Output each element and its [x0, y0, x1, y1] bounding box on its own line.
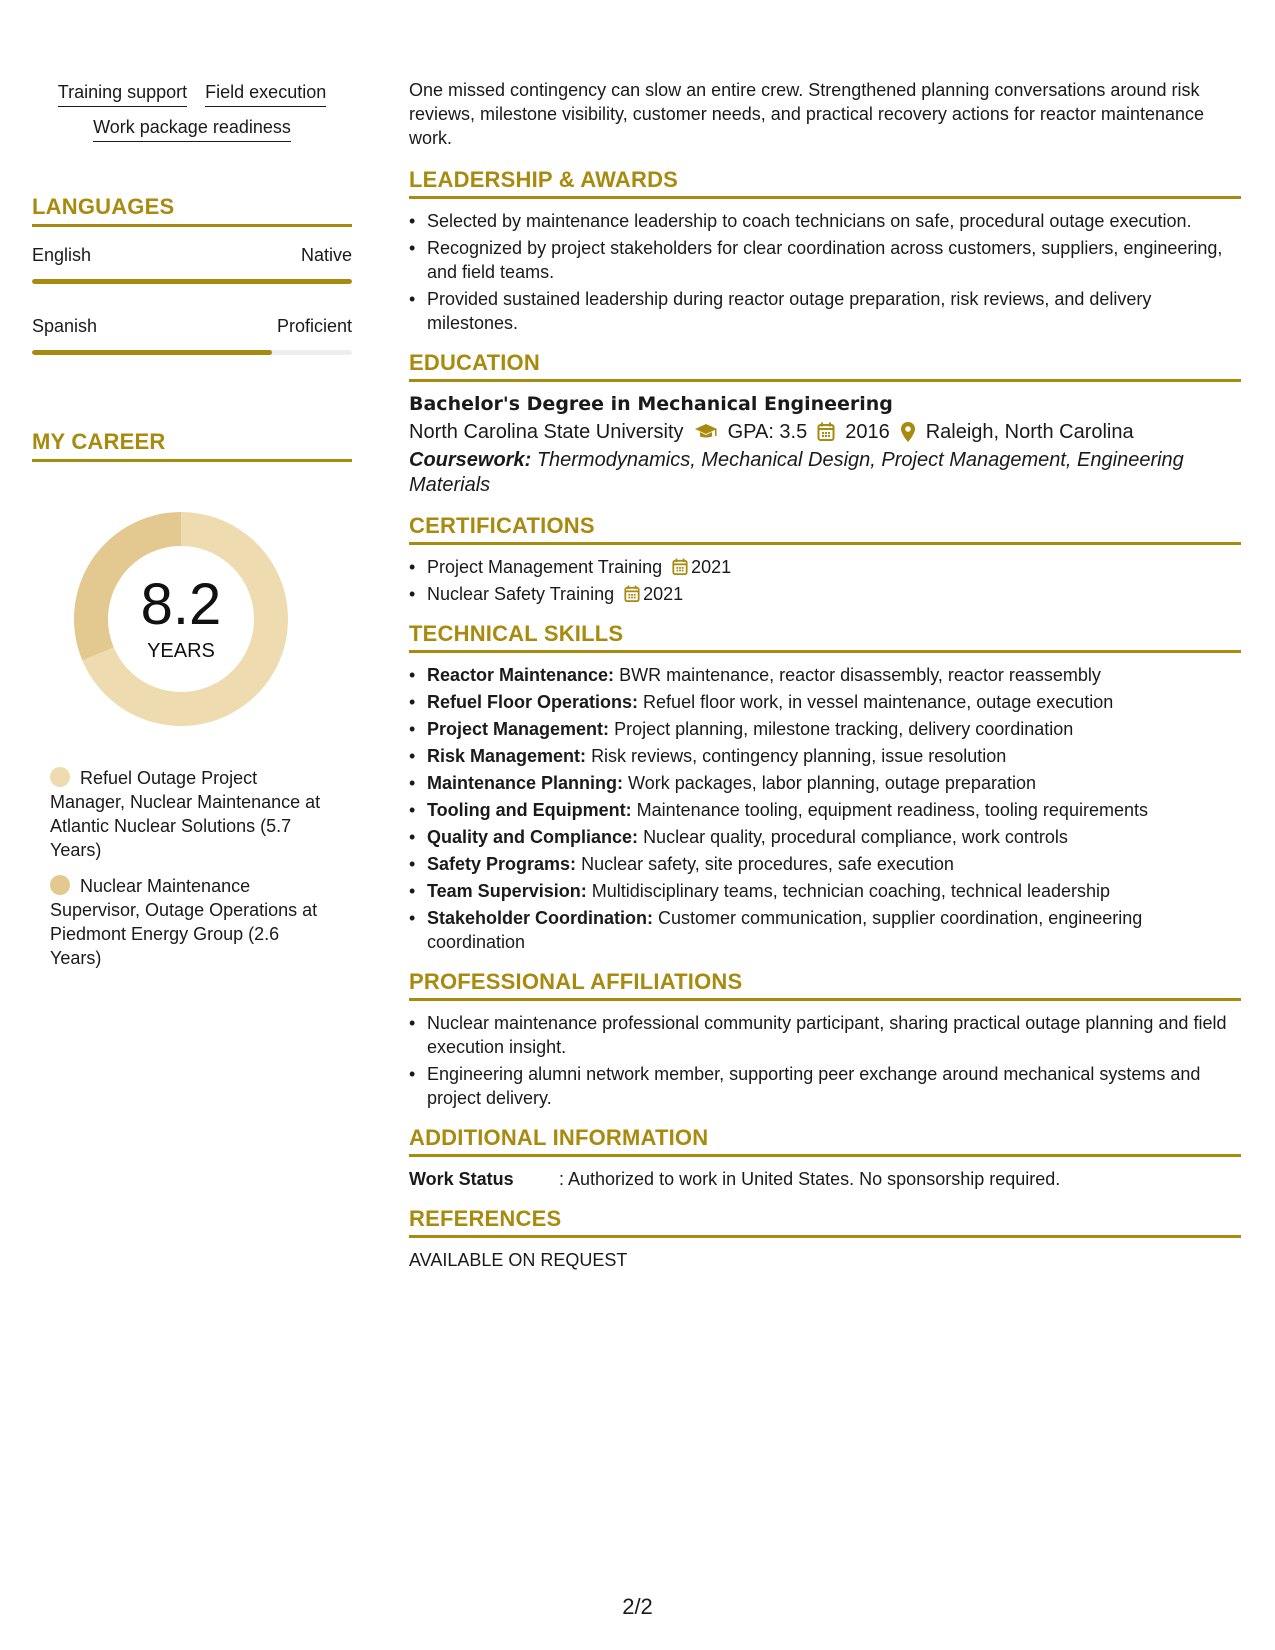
career-role-label: Nuclear Maintenance Supervisor, Outage Operations at Piedmont Energy Group (2.6 Years)	[50, 876, 318, 968]
skill-details: Multidisciplinary teams, technician coaching, technical leadership	[591, 881, 1110, 901]
references-heading: REFERENCES	[409, 1207, 1241, 1238]
skills-section	[409, 622, 1241, 954]
coursework-label: Coursework:	[409, 449, 532, 471]
intro-paragraph: One missed contingency can slow an entire crew. Strengthened planning conversations around risk reviews, milestone visibility, customer needs, and practical recovery actions for reactor maintenance work.	[409, 80, 1205, 148]
skill-details: Project planning, milestone tracking, delivery coordination	[614, 719, 1074, 739]
certification-item	[409, 555, 1241, 579]
coursework-list: Thermodynamics, Mechanical Design, Project Management, Engineering Materials	[409, 449, 1184, 496]
gpa: GPA: 3.5	[727, 421, 808, 443]
skill-item	[409, 717, 1241, 741]
affiliations-section	[409, 970, 1241, 1110]
school-name: North Carolina State University	[409, 421, 684, 443]
language-level: Proficient	[276, 316, 352, 336]
skill-item	[409, 771, 1241, 795]
legend-dot-icon	[50, 875, 70, 895]
certification-item	[409, 582, 1241, 606]
skill-details: Customer communication, supplier coordination, engineering coordination	[427, 908, 1143, 952]
skill-category: Stakeholder Coordination:	[427, 908, 654, 928]
skill-details: BWR maintenance, reactor disassembly, reactor reassembly	[619, 665, 1101, 685]
school-location: Raleigh, North Carolina	[925, 421, 1134, 443]
skill-item	[409, 906, 1241, 954]
skill-item	[409, 798, 1241, 822]
list-item: • Nuclear maintenance professional community participant, sharing practical outage planning and field execution insight.	[409, 1011, 1241, 1059]
right-column	[409, 78, 1241, 1288]
skill-details: Nuclear safety, site procedures, safe execution	[581, 854, 954, 874]
career-years-unit: YEARS	[147, 639, 215, 662]
leadership-section	[409, 168, 1241, 335]
skill-category: Quality and Compliance:	[427, 827, 639, 847]
career-legend-item	[50, 766, 330, 862]
tag: Training support	[58, 82, 187, 107]
skill-details: Nuclear quality, procedural compliance, work controls	[643, 827, 1068, 847]
career-role-label: Refuel Outage Project Manager, Nuclear Maintenance at Atlantic Nuclear Solutions (5.7 Years)	[50, 768, 321, 860]
affiliations-heading: PROFESSIONAL AFFILIATIONS	[409, 970, 1241, 1001]
skills-heading: TECHNICAL SKILLS	[409, 622, 1241, 653]
skill-item	[409, 879, 1241, 903]
legend-dot-icon	[50, 767, 70, 787]
career-total-years: 8.2	[140, 571, 222, 637]
skill-details: Risk reviews, contingency planning, issue resolution	[591, 746, 1007, 766]
leadership-heading: LEADERSHIP & AWARDS	[409, 168, 1241, 199]
language-bar-fill	[32, 279, 352, 284]
page-number: 2/2	[622, 1594, 653, 1619]
calendar-icon	[817, 422, 835, 442]
list-item: • Engineering alumni network member, supporting peer exchange around mechanical systems and project delivery.	[409, 1062, 1241, 1110]
references-section	[409, 1207, 1241, 1272]
additional-info-heading: ADDITIONAL INFORMATION	[409, 1126, 1241, 1157]
tag: Field execution	[205, 82, 326, 107]
skill-item	[409, 663, 1241, 687]
career-donut-center	[66, 504, 296, 734]
list-item: • Selected by maintenance leadership to coach technicians on safe, procedural outage execution.	[409, 209, 1241, 233]
list-item: • Provided sustained leadership during reactor outage preparation, risk reviews, and delivery milestones.	[409, 287, 1241, 335]
skill-category: Tooling and Equipment:	[427, 800, 632, 820]
languages-heading: LANGUAGES	[32, 194, 352, 227]
skill-category: Risk Management:	[427, 746, 587, 766]
work-status-label: Work Status	[409, 1169, 514, 1189]
career-legend-item	[50, 874, 330, 970]
education-heading: EDUCATION	[409, 351, 1241, 382]
skill-item	[409, 690, 1241, 714]
coursework	[409, 448, 1241, 498]
degree-title: Bachelor's Degree in Mechanical Engineering	[409, 393, 893, 415]
language-name: Spanish	[32, 316, 98, 336]
skill-category: Team Supervision:	[427, 881, 587, 901]
skill-item	[409, 744, 1241, 768]
skill-details: Work packages, labor planning, outage preparation	[628, 773, 1036, 793]
certification-name: Project Management Training	[427, 557, 663, 577]
map-pin-icon	[900, 421, 916, 443]
skill-category: Safety Programs:	[427, 854, 577, 874]
additional-info-section	[409, 1126, 1241, 1191]
language-name: English	[32, 245, 92, 265]
language-bar	[32, 279, 352, 284]
language-row	[32, 245, 352, 266]
education-section	[409, 351, 1241, 498]
references-text: AVAILABLE ON REQUEST	[409, 1250, 628, 1270]
language-bar	[32, 350, 352, 355]
skill-item	[409, 852, 1241, 876]
skills-list	[409, 663, 1241, 954]
calendar-icon	[672, 558, 688, 576]
skill-category: Maintenance Planning:	[427, 773, 624, 793]
certifications-heading: CERTIFICATIONS	[409, 514, 1241, 545]
language-bar-fill	[32, 350, 272, 355]
language-row	[32, 316, 352, 337]
career-heading: MY CAREER	[32, 429, 352, 462]
left-column	[32, 82, 352, 982]
skill-details: Refuel floor work, in vessel maintenance, outage execution	[643, 692, 1114, 712]
career-donut-chart	[66, 504, 296, 734]
skill-category: Refuel Floor Operations:	[427, 692, 639, 712]
graduation-cap-icon	[694, 422, 718, 442]
certification-name: Nuclear Safety Training	[427, 584, 615, 604]
certification-year: 2021	[643, 584, 684, 604]
skill-item	[409, 825, 1241, 849]
education-details	[409, 420, 1241, 444]
career-legend	[50, 766, 330, 970]
certifications-section	[409, 514, 1241, 606]
skill-details: Maintenance tooling, equipment readiness, tooling requirements	[636, 800, 1148, 820]
work-status-value: : Authorized to work in United States. No sponsorship required.	[559, 1169, 1061, 1189]
work-status-row	[409, 1167, 1241, 1191]
strength-tags	[32, 82, 352, 142]
skill-category: Project Management:	[427, 719, 610, 739]
skill-category: Reactor Maintenance:	[427, 665, 615, 685]
list-item: • Recognized by project stakeholders for clear coordination across customers, suppliers, engineering, and field teams.	[409, 236, 1241, 284]
graduation-year: 2016	[845, 421, 890, 443]
calendar-icon	[624, 585, 640, 603]
certification-year: 2021	[691, 557, 732, 577]
tag: Work package readiness	[93, 117, 291, 142]
language-level: Native	[300, 245, 352, 265]
